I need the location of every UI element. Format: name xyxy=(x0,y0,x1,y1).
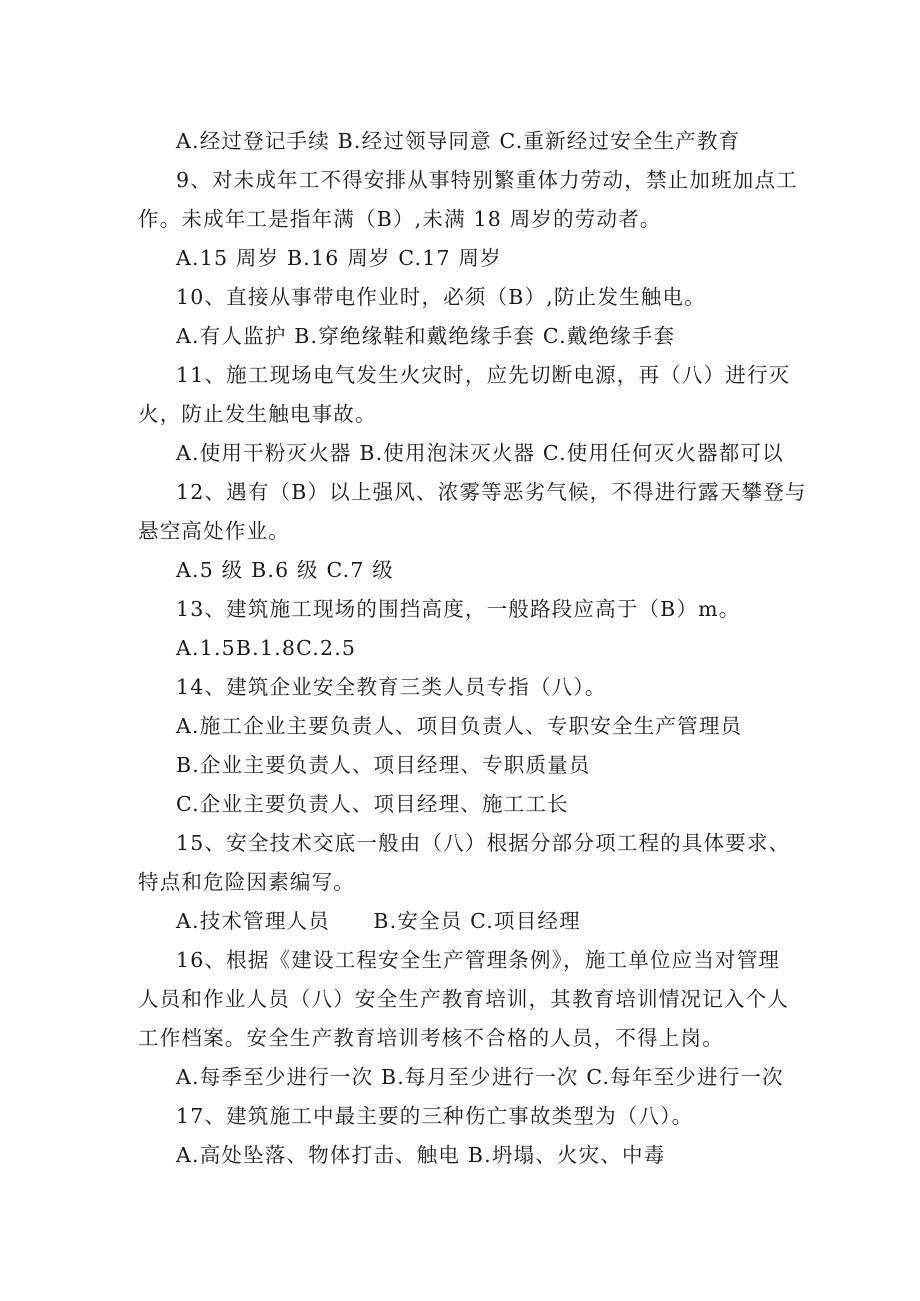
text-line: 13、建筑施工现场的围挡高度，一般路段应高于（B）m。 xyxy=(176,597,741,621)
text-line: A.经过登记手续 B.经过领导同意 C.重新经过安全生产教育 xyxy=(176,129,741,153)
text-line: A.15 周岁 B.16 周岁 C.17 周岁 xyxy=(176,246,502,270)
text-line: 10、直接从事带电作业时，必须（B）,防止发生触电。 xyxy=(176,285,706,309)
text-line: A.高处坠落、物体打击、触电 B.坍塌、火灾、中毒 xyxy=(176,1143,666,1167)
text-line: C.企业主要负责人、项目经理、施工工长 xyxy=(176,792,569,816)
text-line: A.技术管理人员 B.安全员 C.项目经理 xyxy=(176,909,581,933)
text-line: 特点和危险因素编写。 xyxy=(138,870,355,894)
text-line: A.5 级 B.6 级 C.7 级 xyxy=(176,558,394,582)
text-line: 11、施工现场电气发生火灾时，应先切断电源，再（八）进行灭 xyxy=(176,363,791,387)
text-line: 悬空高处作业。 xyxy=(138,519,290,543)
text-line: A.每季至少进行一次 B.每月至少进行一次 C.每年至少进行一次 xyxy=(176,1065,784,1089)
text-line: 12、遇有（B）以上强风、浓雾等恶劣气候，不得进行露天攀登与 xyxy=(176,480,807,504)
text-line: A.使用干粉灭火器 B.使用泡沫灭火器 C.使用任何灭火器都可以 xyxy=(176,441,784,465)
text-line: 人员和作业人员（八）安全生产教育培训，其教育培训情况记入个人 xyxy=(138,987,789,1011)
text-line: A.施工企业主要负责人、项目负责人、专职安全生产管理员 xyxy=(176,714,743,738)
text-line: A.有人监护 B.穿绝缘鞋和戴绝缘手套 C.戴绝缘手套 xyxy=(176,324,676,348)
text-line: 作。未成年工是指年满（B）,未满 18 周岁的劳动者。 xyxy=(138,207,662,231)
text-line: 9、对未成年工不得安排从事特别繁重体力劳动，禁止加班加点工 xyxy=(176,168,798,192)
text-line: 15、安全技术交底一般由（八）根据分部分项工程的具体要求、 xyxy=(176,831,791,855)
text-line: B.企业主要负责人、项目经理、专职质量员 xyxy=(176,753,591,777)
text-line: 17、建筑施工中最主要的三种伤亡事故类型为（八）。 xyxy=(176,1104,694,1128)
text-line: 14、建筑企业安全教育三类人员专指（八）。 xyxy=(176,675,607,699)
text-line: 工作档案。安全生产教育培训考核不合格的人员，不得上岗。 xyxy=(138,1026,724,1050)
text-line: A.1.5B.1.8C.2.5 xyxy=(176,636,357,660)
document-body xyxy=(138,122,807,1175)
text-line: 火，防止发生触电事故。 xyxy=(138,402,377,426)
text-line: 16、根据《建设工程安全生产管理条例》，施工单位应当对管理 xyxy=(176,948,781,972)
